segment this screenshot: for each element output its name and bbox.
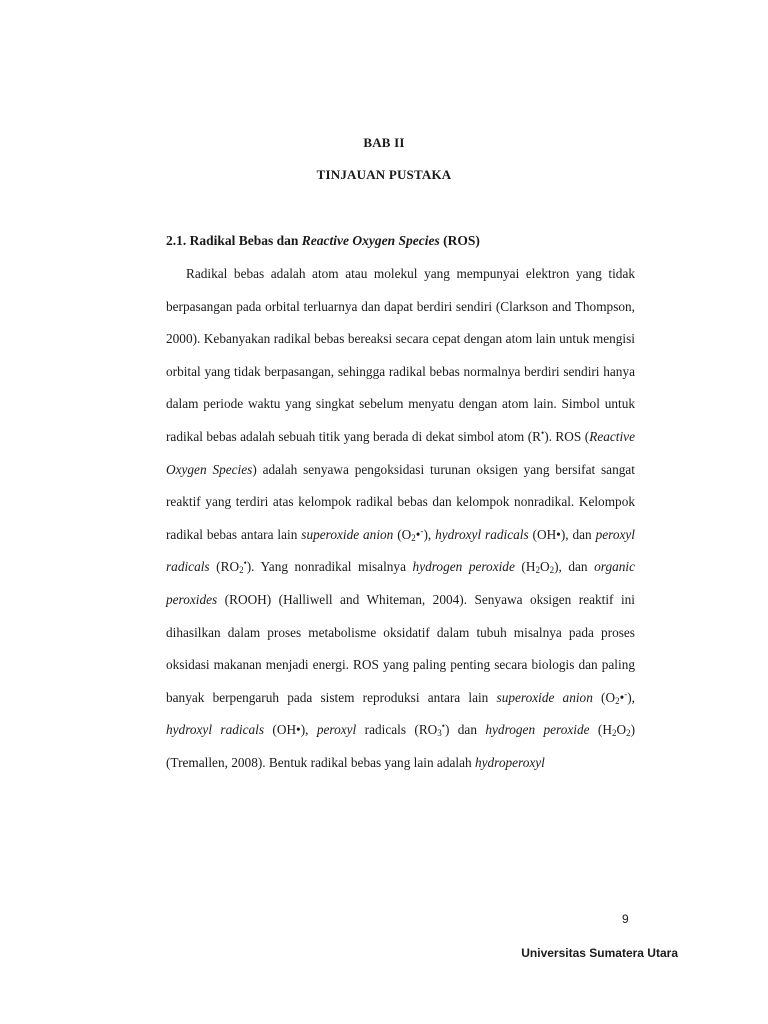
body-paragraph — [166, 258, 635, 780]
section-heading-italic: Reactive Oxygen Species — [301, 233, 440, 248]
text-run: (OH•), dan — [528, 526, 596, 542]
text-run: ) (Tremallen, 2008). Bentuk radikal bebas yang lain adalah — [166, 722, 636, 770]
text-run: O — [539, 559, 550, 575]
subscript: 2 — [535, 565, 540, 576]
italic-term: hydroxyl radicals — [166, 722, 265, 738]
text-run: (H — [589, 722, 612, 738]
text-run: ) dan — [444, 722, 486, 738]
italic-term: organic peroxides — [166, 559, 635, 607]
radical-dot: • — [541, 427, 545, 438]
section-heading — [166, 233, 480, 249]
italic-term: superoxide anion — [496, 689, 593, 705]
superscript: • — [243, 558, 247, 569]
text-run: ). Yang nonradikal misalnya — [246, 559, 413, 575]
subscript: 2 — [549, 565, 555, 576]
text-run: • — [415, 526, 421, 542]
subscript: 2 — [239, 565, 244, 576]
text-run: ), — [423, 526, 436, 542]
superscript: - — [420, 525, 424, 536]
subscript: 2 — [411, 532, 416, 543]
italic-term: superoxide anion — [301, 526, 394, 542]
italic-term: Reactive Oxygen Species — [166, 428, 635, 477]
italic-term: hydrogen peroxide — [485, 722, 590, 738]
page-number: 9 — [622, 912, 629, 926]
subscript: 2 — [626, 728, 631, 739]
text-run: (ROOH) (Halliwell and Whiteman, 2004). Senyawa oksigen reaktif ini dihasilkan dalam proses metabolisme oksidatif dalam tubuh misalnya pada proses oksidasi makanan menjadi energi. ROS yang paling penting secara biologis dan paling banyak berpengaruh pada sistem reproduksi antara lain — [166, 591, 635, 705]
subscript: 2 — [615, 695, 620, 706]
italic-term: peroxyl — [316, 722, 357, 738]
text-run: radicals (RO — [356, 722, 438, 738]
chapter-title: TINJAUAN PUSTAKA — [316, 167, 452, 182]
text-run: Radikal bebas adalah atom atau molekul yang mempunyai elektron yang tidak berpasangan pada orbital terluarnya dan dapat berdiri sendiri (Clarkson and Thompson, 2000). Kebanyakan radikal bebas bereaksi secara cepat dengan atom lain untuk mengisi orbital yang tidak berpasangan, sehingga radikal bebas normalnya berdiri sendiri hanya dalam periode waktu yang singkat sebelum menyatu dengan atom lain. Simbol untuk radikal bebas adalah sebuah titik yang berada di dekat simbol atom (R — [166, 266, 635, 444]
italic-term: hydroxyl radicals — [435, 526, 529, 542]
text-run: (H — [514, 559, 536, 575]
text-run: ), — [627, 689, 635, 705]
italic-term: peroxyl radicals — [166, 526, 636, 575]
section-heading-suffix: (ROS) — [439, 233, 480, 248]
text-run: ). ROS ( — [544, 428, 590, 444]
text-run: O — [616, 722, 627, 738]
text-run: (OH•), — [264, 722, 317, 738]
italic-term: hydroperoxyl — [474, 754, 545, 770]
text-run: (O — [393, 526, 412, 542]
subscript: 2 — [611, 728, 617, 739]
text-run: (O — [592, 689, 616, 705]
text-run: ), dan — [554, 559, 595, 575]
superscript: • — [441, 721, 445, 732]
text-run: (RO — [209, 559, 240, 575]
text-run: • — [619, 689, 625, 705]
subscript: 3 — [437, 728, 442, 739]
superscript: - — [624, 688, 628, 699]
footer-university: Universitas Sumatera Utara — [521, 946, 678, 960]
italic-term: hydrogen peroxide — [412, 559, 515, 575]
text-run: ) adalah senyawa pengoksidasi turunan oksigen yang bersifat sangat reaktif yang terdiri atas kelompok radikal bebas dan kelompok nonradikal. Kelompok radikal bebas antara lain — [166, 461, 635, 542]
chapter-number: BAB II — [363, 135, 405, 150]
section-heading-prefix: 2.1. Radikal Bebas dan — [166, 233, 302, 248]
